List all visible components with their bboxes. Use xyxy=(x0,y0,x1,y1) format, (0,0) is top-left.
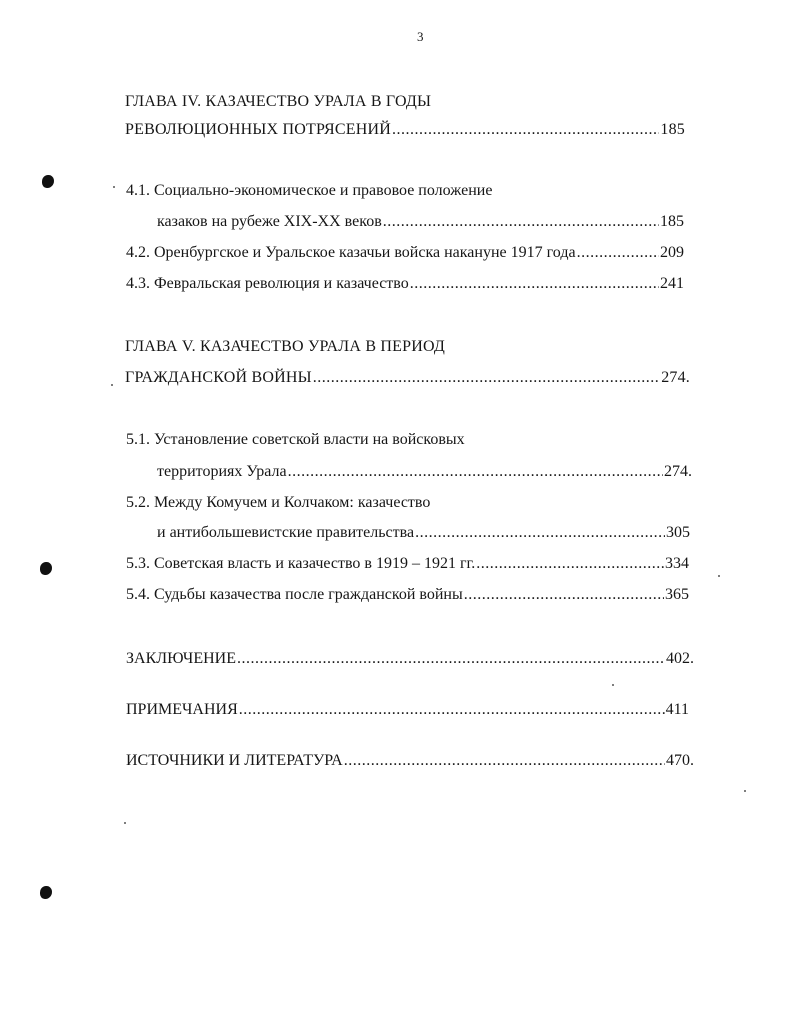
chapter-5-title-row xyxy=(125,368,690,388)
section-5-1-row xyxy=(157,462,692,482)
section-4-2-row xyxy=(126,243,684,263)
conclusion-row xyxy=(126,649,694,669)
page-ref: 334 xyxy=(665,555,689,572)
section-5-3-row xyxy=(126,554,689,574)
conclusion-label: ЗАКЛЮЧЕНИЕ xyxy=(126,650,236,667)
chapter-5-title-line1: ГЛАВА V. КАЗАЧЕСТВО УРАЛА В ПЕРИОД xyxy=(125,338,446,355)
dot-leader xyxy=(464,585,664,605)
section-5-2-line2: и антибольшевистские правительства xyxy=(157,524,415,541)
page-ref: 470. xyxy=(666,752,694,769)
page-ref: 274. xyxy=(661,369,690,386)
section-4-1-line2: казаков на рубеже XIX-XX веков xyxy=(157,213,382,230)
page-ref: 209 xyxy=(660,244,684,261)
dot-leader xyxy=(577,243,659,263)
dot-leader xyxy=(383,212,659,232)
dot-leader xyxy=(476,554,664,574)
dot-leader xyxy=(239,700,665,720)
section-5-1-line2: территориях Урала xyxy=(157,463,287,480)
notes-label: ПРИМЕЧАНИЯ xyxy=(126,701,238,718)
dot-leader xyxy=(237,649,665,669)
section-4-1-row xyxy=(157,212,684,232)
page-ref: 241 xyxy=(660,275,684,292)
scan-speck xyxy=(113,186,115,188)
sources-row xyxy=(126,751,694,771)
sources-label: ИСТОЧНИКИ И ЛИТЕРАТУРА xyxy=(126,752,343,769)
scan-speck xyxy=(612,684,614,686)
page-ref: 274. xyxy=(664,463,692,480)
scan-speck xyxy=(124,822,126,824)
section-5-3-title: 5.3. Советская власть и казачество в 1919 – 1921 гг. xyxy=(126,555,476,572)
dot-leader xyxy=(288,462,663,482)
section-5-2-line1: 5.2. Между Комучем и Колчаком: казачество xyxy=(126,494,431,511)
chapter-4-title-row xyxy=(125,120,685,140)
section-5-4-title: 5.4. Судьбы казачества после гражданской войны xyxy=(126,586,463,603)
binder-hole-mark xyxy=(42,175,54,188)
chapter-4-title-line1: ГЛАВА IV. КАЗАЧЕСТВО УРАЛА В ГОДЫ xyxy=(125,93,432,110)
chapter-4-title-line2: РЕВОЛЮЦИОННЫХ ПОТРЯСЕНИЙ xyxy=(125,121,392,138)
dot-leader xyxy=(313,368,660,388)
page-ref: 365 xyxy=(665,586,689,603)
page-ref: 411 xyxy=(665,701,689,718)
binder-hole-mark xyxy=(40,562,52,575)
dot-leader xyxy=(344,751,665,771)
section-4-3-row xyxy=(126,274,684,294)
page-ref: 185 xyxy=(660,213,684,230)
section-4-1-line1: 4.1. Социально-экономическое и правовое положение xyxy=(126,182,493,199)
page-ref: 402. xyxy=(666,650,694,667)
dot-leader xyxy=(410,274,659,294)
page-number: 3 xyxy=(417,29,424,44)
scan-speck xyxy=(718,575,720,577)
scan-speck xyxy=(111,384,113,386)
page-ref: 185 xyxy=(660,121,685,138)
dot-leader xyxy=(392,120,659,140)
binder-hole-mark xyxy=(40,886,52,899)
section-5-4-row xyxy=(126,585,689,605)
scan-speck xyxy=(744,790,746,792)
notes-row xyxy=(126,700,689,720)
section-4-3-title: 4.3. Февральская революция и казачество xyxy=(126,275,409,292)
page-ref: 305 xyxy=(666,524,690,541)
dot-leader xyxy=(415,523,665,543)
chapter-5-title-line2: ГРАЖДАНСКОЙ ВОЙНЫ xyxy=(125,369,312,386)
section-4-2-title: 4.2. Оренбургское и Уральское казачьи войска накануне 1917 года xyxy=(126,244,576,261)
section-5-2-row xyxy=(157,523,690,543)
section-5-1-line1: 5.1. Установление советской власти на войсковых xyxy=(126,431,465,448)
